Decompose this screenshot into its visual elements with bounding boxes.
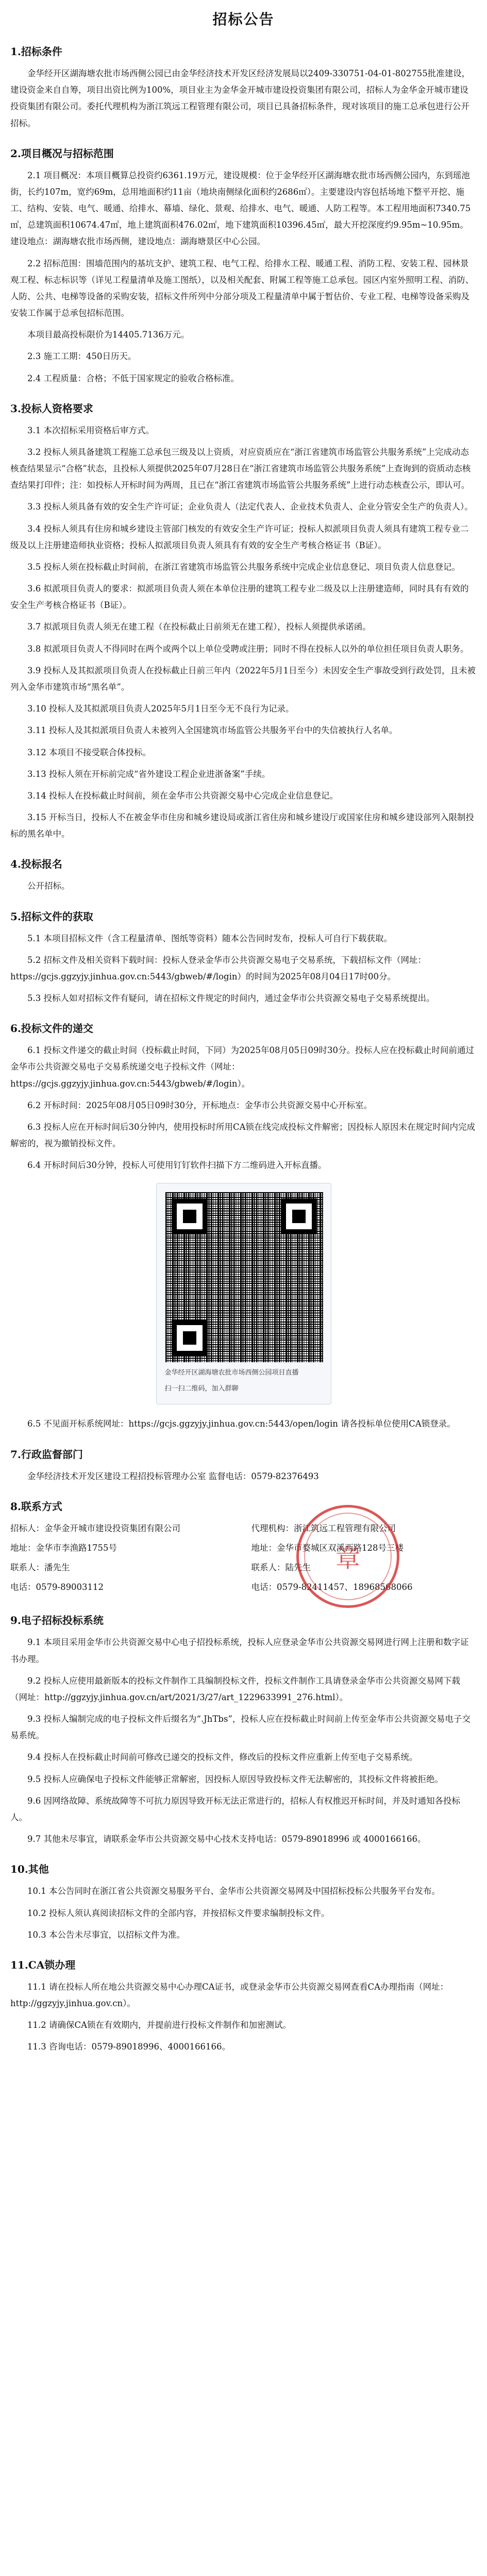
paragraph: 3.8 拟派项目负责人不得同时在两个或两个以上单位受聘或注册；同时不得在投标人以外的单位担任项目负责人职务。	[27, 643, 469, 654]
paragraph: 9.2 投标人应使用最新版本的投标文件制作工具编制投标文件，投标文件制作工具请登录金华市公共资源交易网下载（网址：http://ggzyjy.jinhua.gov.cn/art/2021/3/27/art_1229633991_276.html）。	[10, 1675, 460, 1702]
tenderer-contacts	[10, 1520, 236, 1599]
contact-line: 电话：0579-82411457、18968568066	[251, 1582, 413, 1592]
paragraph: 9.7 其他未尽事宜，请联系金华市公共资源交易中心技术支持电话：0579-89018996 或 4000166166。	[27, 1834, 426, 1844]
section-8-contacts	[10, 1498, 477, 1599]
company-seal-icon	[296, 1505, 399, 1608]
paragraph: 11.1 请在投标人所在地公共资源交易中心办理CA证书，或登录金华市公共资源交易网查看CA办理指南（网址：http://ggzyjy.jinhua.gov.cn）。	[10, 1981, 449, 2009]
section-heading: 1.招标条件	[10, 45, 62, 58]
paragraph: 9.4 投标人在投标截止时间前可修改已递交的投标文件，修改后的投标文件应重新上传至电子交易系统。	[27, 1752, 418, 1762]
section-heading: 9.电子招标投标系统	[10, 1614, 104, 1627]
section-1-conditions	[10, 43, 477, 132]
section-heading: 5.招标文件的获取	[10, 910, 93, 923]
section-heading: 7.行政监督部门	[10, 1448, 83, 1461]
paragraph: 3.1 本次招标采用资格后审方式。	[27, 425, 154, 435]
section-11-ca	[10, 1957, 477, 2056]
contacts-grid	[10, 1520, 477, 1599]
section-3-qualifications	[10, 400, 477, 843]
paragraph: 9.6 因网络故障、系统故障等不可抗力原因导致开标无法正常进行的，招标人有权推迟开标时间，并及时通知各投标人。	[10, 1795, 460, 1822]
document-page	[10, 0, 477, 2056]
section-4-registration	[10, 856, 477, 894]
section-heading: 8.联系方式	[10, 1500, 62, 1513]
paragraph: 3.10 投标人及其拟派项目负责人2025年5月1日至今无不良行为记录。	[27, 704, 294, 714]
paragraph: 金华经济技术开发区建设工程招投标管理办公室 监督电话：0579-82376493	[27, 1471, 319, 1481]
paragraph: 本项目最高投标限价为14405.7136万元。	[27, 330, 190, 340]
paragraph: 3.6 拟派项目负责人的要求：拟派项目负责人须在本单位注册的建筑工程专业二级及以上注册建造师，同时具有有效的安全生产考核合格证书（B证）。	[10, 584, 469, 611]
section-2-overview	[10, 145, 477, 387]
paragraph: 3.7 拟派项目负责人须无在建工程（在投标截止日前须无在建工程），投标人须提供承诺函。	[27, 622, 371, 632]
qr-code-icon[interactable]	[165, 1192, 324, 1363]
paragraph: 9.1 本项目采用金华市公共资源交易中心电子招投标系统，投标人应登录金华市公共资源交易网进行网上注册和数字证书办理。	[10, 1637, 469, 1664]
paragraph: 9.5 投标人应确保电子投标文件能够正常解密，因投标人原因导致投标文件无法解密的，其投标文件将被拒绝。	[27, 1774, 443, 1784]
paragraph: 6.4 开标时间后30分钟，投标人可使用钉钉软件扫描下方二维码进入开标直播。	[27, 1160, 327, 1171]
paragraph: 3.15 开标当日，投标人不在被金华市住房和城乡建设局或浙江省住房和城乡建设厅或国家住房和城乡建设部列入限制投标的黑名单中。	[10, 812, 474, 839]
seal-text: 章	[335, 1544, 360, 1573]
paragraph: 金华经开区湖海塘农批市场西侧公园已由金华经济技术开发区经济发展局以2409-330751-04-01-802755批准建设，建设资金来自自筹，项目出资比例为100%，项目业主为金华金开城市建设投资集团有限公司，招标人为金华金开城市建设投资集团有限公司。委托代理机构为浙江筑远工程管理有限公司，项目已具备招标条件，现对该项目的施工总承包进行公开招标。	[10, 69, 471, 128]
section-5-documents	[10, 908, 477, 1007]
section-heading: 6.投标文件的递交	[10, 1022, 93, 1035]
seal-ring	[304, 1513, 392, 1600]
section-heading: 3.投标人资格要求	[10, 402, 93, 415]
contact-line: 联系人：陆先生	[251, 1563, 311, 1573]
section-heading: 2.项目概况与招标范围	[10, 147, 114, 160]
paragraph: 3.13 投标人须在开标前完成“省外建设工程企业进浙备案”手续。	[27, 769, 271, 779]
paragraph: 5.2 招标文件及相关资料下载时间：投标人登录金华市公共资源交易电子交易系统，下载招标文件（网址：https://gcjs.ggzyjy.jinhua.gov.cn:5443/gbweb/#/login）的时间为2025年08月04日17时00分。	[10, 955, 426, 981]
paragraph: 3.12 本项目不接受联合体投标。	[27, 747, 151, 757]
paragraph: 2.2 招标范围：围墙范围内的基坑支护、建筑工程、电气工程、给排水工程、暖通工程、消防工程、安装工程、园林景观工程、标志标识等（详见工程量清单及施工图纸），以及相关配套、附属工程等施工总承包。园区内室外照明工程、消防、人防、公共、电梯等设备的采购安装，招标文件所列中分部分项及工程量清单中属于暂估价、专业工程、电梯等设备采购及安装工作属于总承包招标范围。	[10, 258, 474, 318]
paragraph: 6.2 开标时间：2025年08月05日09时30分，开标地点：金华市公共资源交易中心开标室。	[27, 1100, 372, 1110]
qr-finder-icon	[172, 1320, 208, 1356]
contact-line: 代理机构：浙江筑远工程管理有限公司	[251, 1523, 396, 1533]
section-7-supervision	[10, 1446, 477, 1485]
section-9-e-tendering	[10, 1612, 477, 1848]
contact-line: 地址：金华市李渔路1755号	[10, 1543, 117, 1553]
section-heading: 4.投标报名	[10, 858, 62, 871]
paragraph: 10.1 本公告同时在浙江省公共资源交易服务平台、金华市公共资源交易网及中国招标投标公共服务平台发布。	[27, 1886, 440, 1896]
paragraph: 3.14 投标人在投标截止时间前，须在金华市公共资源交易中心完成企业信息登记。	[27, 790, 338, 801]
paragraph: 5.3 投标人如对招标文件有疑问，请在招标文件规定的时间内，通过金华市公共资源交易电子交易系统提出。	[27, 993, 435, 1004]
paragraph: 11.3 咨询电话：0579-89018996、4000166166。	[27, 2042, 231, 2052]
section-heading: 10.其他	[10, 1863, 49, 1876]
paragraph: 3.3 投标人须具备有效的安全生产许可证；企业负责人（法定代表人、企业技术负责人、企业分管安全生产的负责人）。	[27, 502, 473, 512]
paragraph: 6.1 投标文件递交的截止时间（投标截止时间，下同）为2025年08月05日09时30分。投标人应在投标截止时间前通过金华市公共资源交易电子交易系统递交电子投标文件（网址：https://gcjs.ggzyjy.jinhua.gov.cn:5443/gbweb/#/login）。	[10, 1045, 474, 1089]
qr-card[interactable]	[156, 1183, 331, 1404]
section-6-submission	[10, 1020, 477, 1432]
qr-caption: 金华经开区湖海塘农批市场西侧公园项目直播	[164, 1369, 299, 1377]
paragraph: 2.3 施工工期：450日历天。	[27, 351, 137, 362]
contact-line: 地址：金华市婺城区双溪西路128号三楼	[251, 1543, 404, 1553]
contact-line: 电话：0579-89003112	[10, 1582, 104, 1592]
paragraph: 9.3 投标人编制完成的电子投标文件后缀名为“.JhTbs”，投标人应在投标截止时间前上传至金华市公共资源交易电子交易系统。	[10, 1714, 471, 1741]
paragraph: 11.2 请确保CA锁在有效期内，并提前进行投标文件制作和加密测试。	[27, 2020, 292, 2030]
paragraph: 3.9 投标人及其拟派项目负责人在投标截止日前三年内（2022年5月1日至今）未因安全生产事故受到行政处罚，且未被列入金华市建筑市场“黑名单”。	[10, 665, 476, 692]
paragraph: 公开招标。	[27, 881, 70, 891]
paragraph: 2.4 工程质量：合格；不低于国家规定的验收合格标准。	[27, 373, 239, 383]
qr-finder-icon	[281, 1198, 317, 1234]
paragraph: 3.11 投标人及其拟派项目负责人未被列入全国建筑市场监管公共服务平台中的失信被执行人名单。	[27, 725, 398, 736]
paragraph: 6.5 不见面开标系统网址：https://gcjs.ggzyjy.jinhua.gov.cn:5443/open/login 请各投标单位使用CA锁登录。	[27, 1419, 456, 1429]
contact-line: 招标人：金华金开城市建设投资集团有限公司	[10, 1523, 180, 1533]
section-10-other	[10, 1861, 477, 1943]
contact-line: 联系人：潘先生	[10, 1563, 70, 1573]
qr-subcaption: 扫一扫二维码，加入群聊	[164, 1385, 239, 1393]
paragraph: 2.1 项目概况：本项目概算总投资约6361.19万元，建设规模：位于金华经开区湖海塘农批市场西侧公园内，东到瑶池街，长约107m，宽约69m，总用地面积约11亩（地块南侧绿化面积约2686㎡）。主要建设内容包括场地下整平开挖、施工、结构、安装、电气、暖通、给排水、幕墙、绿化、景观、给排水、电气、暖通、人防工程等。本工程用地面积7340.75㎡，总建筑面积10674.47㎡，地上建筑面积476.02㎡，地下建筑面积10396.45㎡，最大开挖深度约9.95m~10.95m。建设地点：湖海塘农批市场西侧，建设地点：湖海塘景区中心公园。	[10, 170, 471, 247]
section-heading: 11.CA锁办理	[10, 1958, 76, 1971]
qr-card-wrap	[10, 1183, 477, 1404]
paragraph: 10.3 本公告未尽事宜，以招标文件为准。	[27, 1929, 185, 1940]
qr-finder-icon	[172, 1198, 208, 1234]
paragraph: 6.3 投标人应在开标时间后30分钟内，使用投标时所用CA锁在线完成投标文件解密；因投标人原因未在规定时间内完成解密的，视为撤销投标文件。	[10, 1122, 476, 1149]
paragraph: 3.5 投标人须在投标截止时间前，在浙江省建筑市场监管公共服务系统中完成企业信息登记、项目负责人信息登记。	[27, 562, 460, 572]
page-title: 招标公告	[212, 11, 275, 28]
paragraph: 5.1 本项目招标文件（含工程量清单、图纸等资料）随本公告同时发布，投标人可自行下载获取。	[27, 933, 392, 943]
paragraph: 10.2 投标人须认真阅读招标文件的全部内容，并按招标文件要求编制投标文件。	[27, 1908, 330, 1918]
paragraph: 3.4 投标人须具有住房和城乡建设主管部门核发的有效安全生产许可证；投标人拟派项目负责人须具有建筑工程专业二级及以上注册建造师执业资格；投标人拟派项目负责人须具有有效的安全生产考核合格证书（B证）。	[10, 523, 469, 550]
paragraph: 3.2 投标人须具备建筑工程施工总承包三级及以上资质，对应资质应在“浙江省建筑市场监管公共服务系统”上完成动态核查结果显示“合格”状态，且投标人须提供2025年07月28日在“浙江省建筑市场监管公共服务系统”上查询到的资质动态核查结果打印件；注：如投标人开标时间为两周，且已在“浙江省建筑市场监管公共服务系统”上进行动态核查公示，即认可。	[10, 447, 471, 490]
